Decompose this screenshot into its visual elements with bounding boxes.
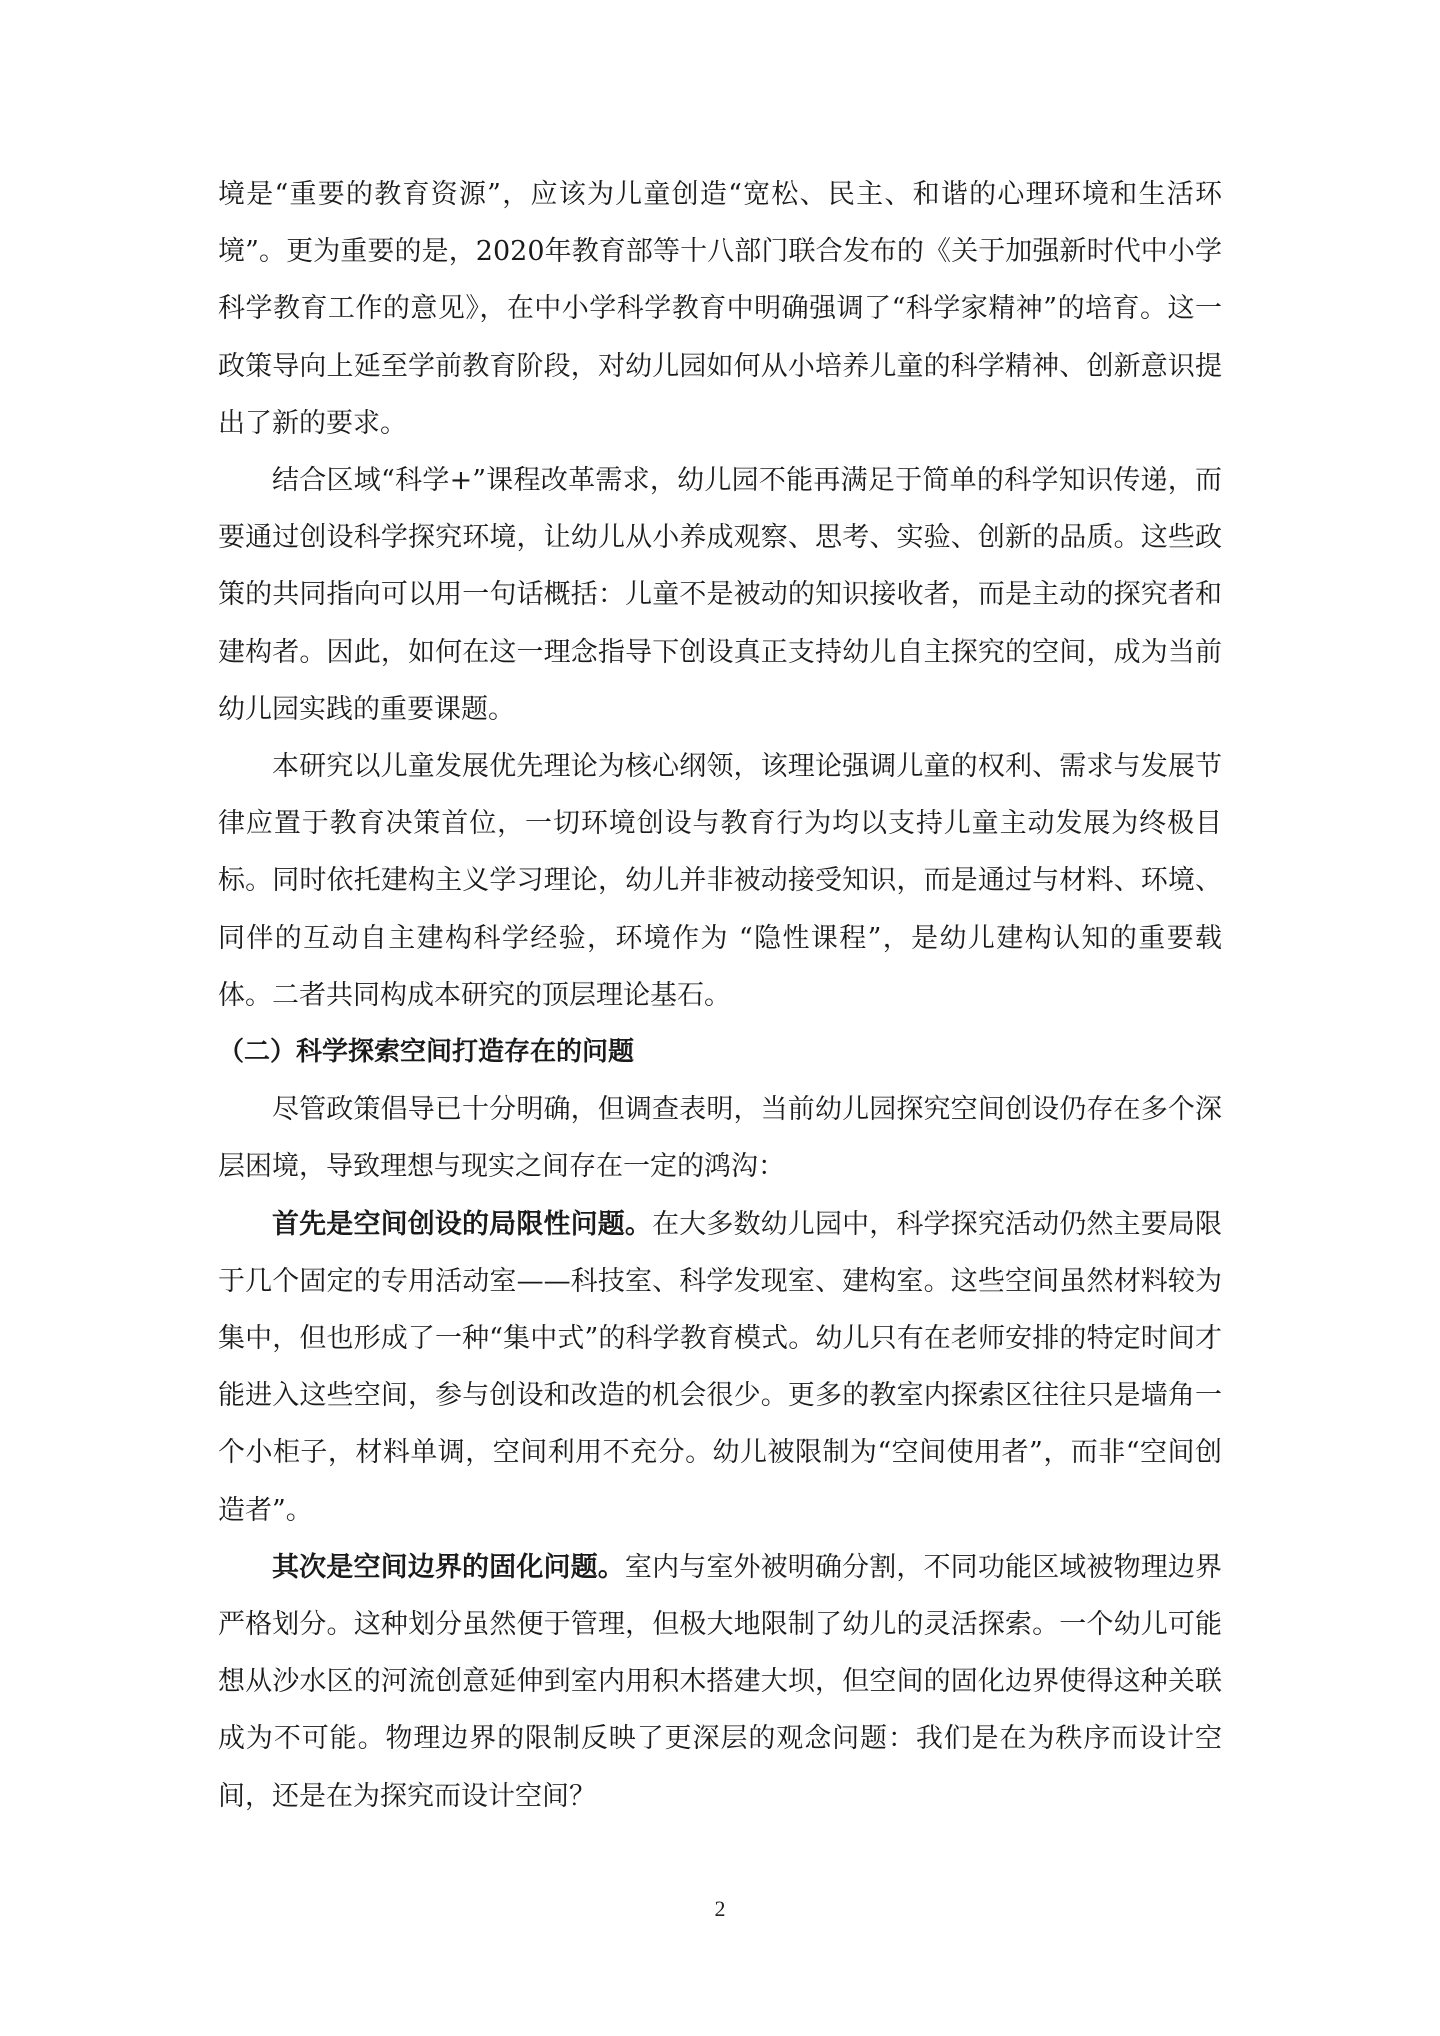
page-number: 2 <box>714 1896 726 1921</box>
document-page <box>218 166 1222 1825</box>
paragraph-problem-intro: 尽管政策倡导已十分明确，但调查表明，当前幼儿园探究空间创设仍存在多个深层困境，导致理想与现实之间存在一定的鸿沟： <box>218 1094 1222 1183</box>
paragraph-theory-basis: 本研究以儿童发展优先理论为核心纲领，该理论强调儿童的权利、需求与发展节律应置于教育决策首位，一切环境创设与教育行为均以支持儿童主动发展为终极目标。同时依托建构主义学习理论，幼儿并非被动接受知识，而是通过与材料、环境、同伴的互动自主建构科学经验，环境作为 “隐性课程”，是幼儿建构认知的重要载体。二者共同构成本研究的顶层理论基石。 <box>218 751 1222 1011</box>
paragraph-policy-summary: 结合区域“科学+”课程改革需求，幼儿园不能再满足于简单的科学知识传递，而要通过创设科学探究环境，让幼儿从小养成观察、思考、实验、创新的品质。这些政策的共同指向可以用一句话概括：儿童不是被动的知识接收者，而是主动的探究者和建构者。因此，如何在这一理念指导下创设真正支持幼儿自主探究的空间，成为当前幼儿园实践的重要课题。 <box>218 465 1222 725</box>
paragraph-body: 室内与室外被明确分割，不同功能区域被物理边界严格划分。这种划分虽然便于管理，但极大地限制了幼儿的灵活探索。一个幼儿可能想从沙水区的河流创意延伸到室内用积木搭建大坝，但空间的固化边界使得这种关联成为不可能。物理边界的限制反映了更深层的观念问题：我们是在为秩序而设计空间，还是在为探究而设计空间？ <box>218 1551 1223 1812</box>
paragraph-body: 在大多数幼儿园中，科学探究活动仍然主要局限于几个固定的专用活动室——科技室、科学发现室、建构室。这些空间虽然材料较为集中，但也形成了一种“集中式”的科学教育模式。幼儿只有在老师安排的特定时间才能进入这些空间，参与创设和改造的机会很少。更多的教室内探索区往往只是墙角一个小柜子，材料单调，空间利用不充分。幼儿被限制为“空间使用者”，而非“空间创造者”。 <box>218 1208 1223 1526</box>
paragraph-problem-one <box>218 1196 1222 1539</box>
paragraph-problem-two <box>218 1539 1222 1825</box>
paragraph-lead-bold: 首先是空间创设的局限性问题。 <box>272 1208 653 1240</box>
paragraph-lead-bold: 其次是空间边界的固化问题。 <box>272 1551 625 1583</box>
paragraph-continuation: 境是“重要的教育资源”，应该为儿童创造“宽松、民主、和谐的心理环境和生活环境”。更为重要的是，2020年教育部等十八部门联合发布的《关于加强新时代中小学科学教育工作的意见》，在中小学科学教育中明确强调了“科学家精神”的培育。这一政策导向上延至学前教育阶段，对幼儿园如何从小培养儿童的科学精神、创新意识提出了新的要求。 <box>218 179 1222 439</box>
section-heading: （二）科学探索空间打造存在的问题 <box>218 1037 635 1068</box>
